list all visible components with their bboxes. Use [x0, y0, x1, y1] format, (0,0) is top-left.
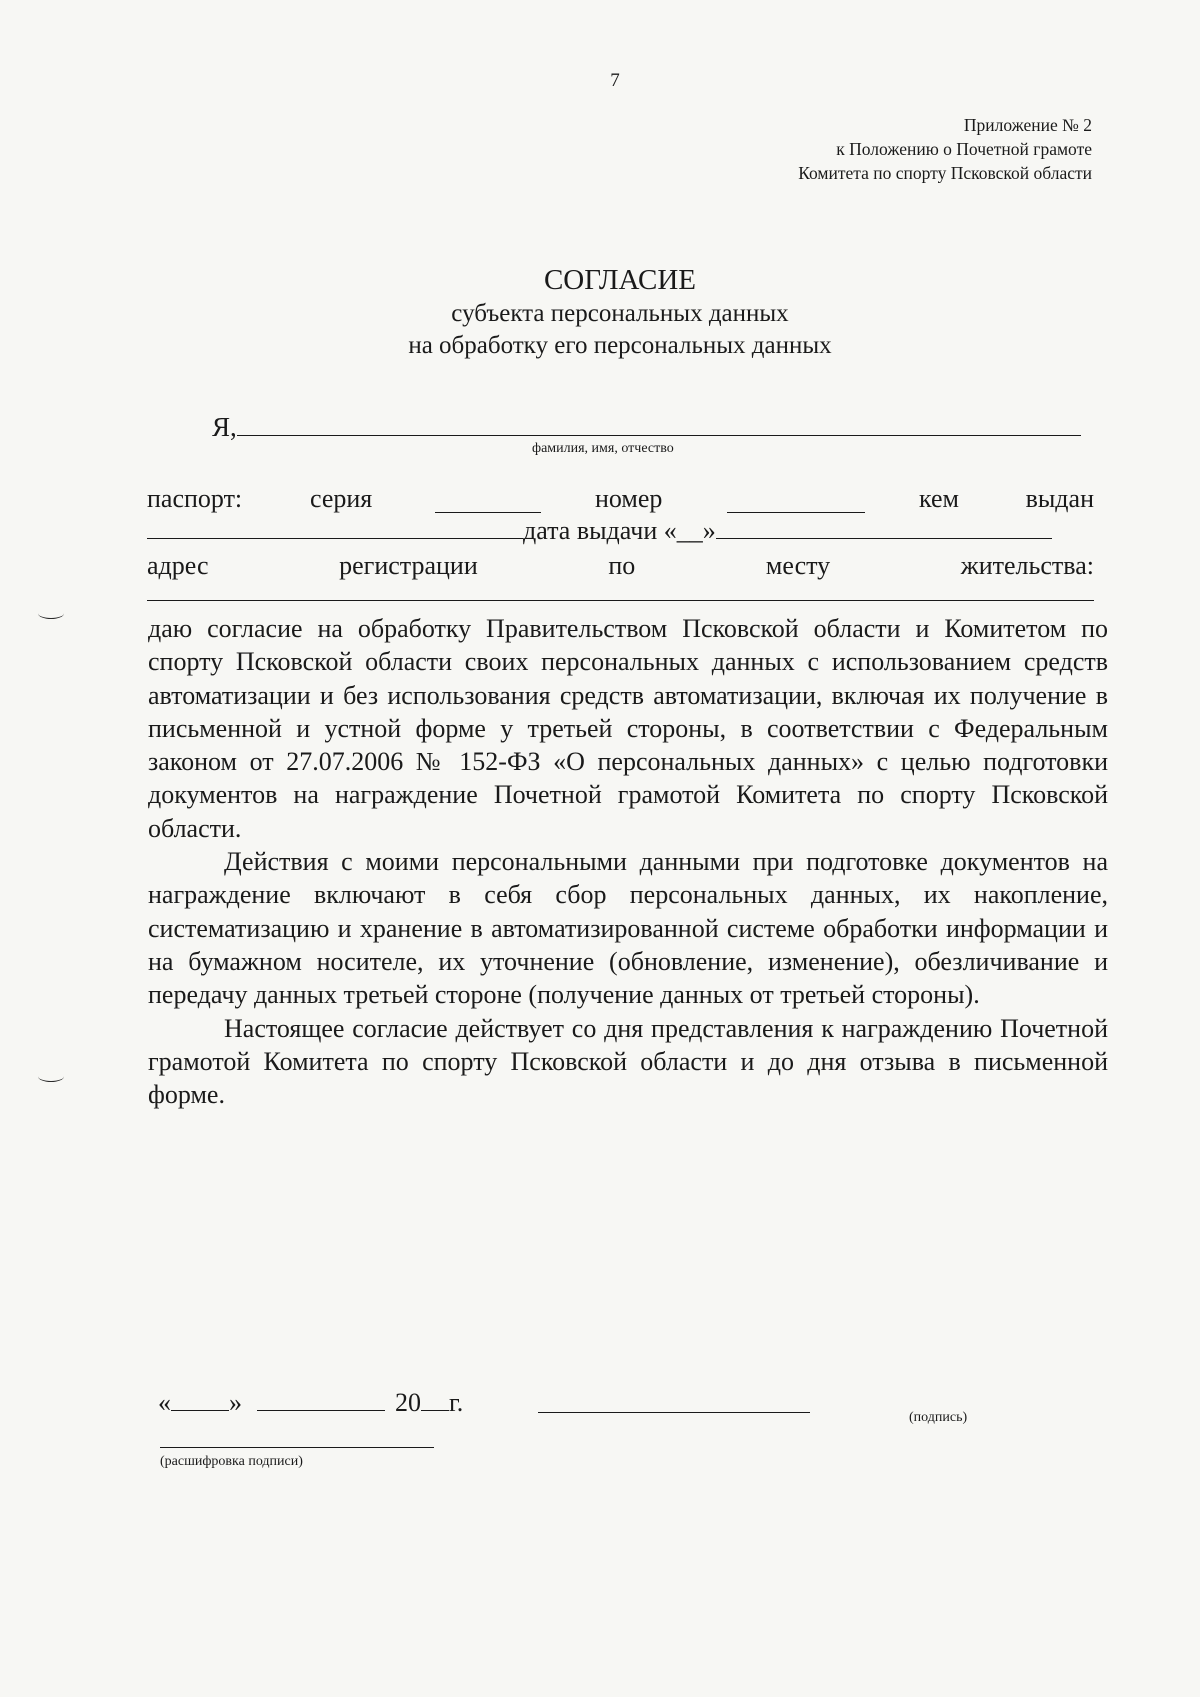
year-suffix: г.: [449, 1388, 464, 1417]
passport-label: паспорт:: [147, 484, 243, 513]
issued-by-label-2: выдан: [1025, 484, 1094, 513]
day-field[interactable]: [171, 1410, 229, 1411]
paragraph-3: Настоящее согласие действует со дня представления к награждению Почетной грамотой Комитета по спорту Псковской области и до дня отзыва в письменной форме.: [148, 1013, 1108, 1110]
consent-body: [148, 612, 1108, 1111]
page-number: 7: [610, 70, 620, 91]
address-label-4: месту: [765, 551, 831, 580]
month-field[interactable]: [257, 1410, 385, 1411]
series-label: серия: [310, 484, 373, 513]
appendix-line-2: к Положению о Почетной грамоте: [836, 139, 1092, 159]
document-title: [0, 262, 1200, 362]
date-row: [158, 1388, 463, 1418]
signature-field[interactable]: [538, 1412, 810, 1413]
year-field[interactable]: [421, 1410, 449, 1411]
number-field[interactable]: [727, 512, 865, 513]
signature-decode-field[interactable]: [160, 1447, 434, 1448]
year-prefix: 20: [395, 1388, 421, 1417]
fio-field[interactable]: [237, 435, 1081, 436]
address-label-5: жительства:: [960, 551, 1094, 580]
date-open-quote: «: [158, 1388, 171, 1417]
number-label: номер: [595, 484, 663, 513]
paragraph-2: Действия с моими персональными данными при подготовке документов на награждение включают в себя сбор персональных данных, их накопление, систематизацию и хранение в автоматизированной системе обработки информации и на бумажном носителе, их уточнение (обновление, изменение), обезличивание и передачу данных третьей стороне (получение данных от третьей стороны).: [148, 847, 1108, 1010]
signature-decode-hint: (расшифровка подписи): [160, 1454, 303, 1469]
appendix-line-1: Приложение № 2: [963, 115, 1092, 135]
address-label-2: регистрации: [339, 551, 478, 580]
title-sub-2: на обработку его персональных данных: [408, 332, 832, 359]
date-close-quote: »: [229, 1388, 242, 1417]
issued-by-label-1: кем: [919, 484, 959, 513]
issue-date-field[interactable]: [716, 538, 1052, 539]
title-main: СОГЛАСИЕ: [543, 264, 697, 296]
i-label: Я,: [212, 412, 237, 442]
address-field[interactable]: [147, 574, 1094, 601]
fio-hint: фамилия, имя, отчество: [532, 441, 674, 456]
binder-hole-mark: [38, 1071, 64, 1082]
address-field-row: [147, 574, 1094, 608]
issue-date-label: дата выдачи «__»: [523, 516, 716, 545]
series-field[interactable]: [435, 512, 541, 513]
signature-hint: (подпись): [909, 1410, 968, 1425]
fio-row: [212, 412, 1094, 443]
address-label-1: адрес: [147, 551, 209, 580]
binder-hole-mark: [38, 608, 64, 619]
issue-date-row: [147, 516, 1094, 546]
appendix-header: [798, 113, 1092, 185]
address-label-3: по: [608, 551, 636, 580]
paragraph-1: даю согласие на обработку Правительством Псковской области и Комитетом по спорту Псковской области своих персональных данных с использованием средств автоматизации и без использования средств автоматизации, включая их получение в письменной и устной форме у третьей стороны, в соответствии с Федеральным законом от 27.07.2006 № 152-ФЗ «О персональных данных» с целью подготовки документов на награждение Почетной грамотой Комитета по спорту Псковской области.: [148, 614, 1108, 843]
appendix-line-3: Комитета по спорту Псковской области: [798, 163, 1092, 183]
title-sub-1: субъекта персональных данных: [451, 300, 789, 327]
issued-by-field[interactable]: [147, 538, 523, 539]
